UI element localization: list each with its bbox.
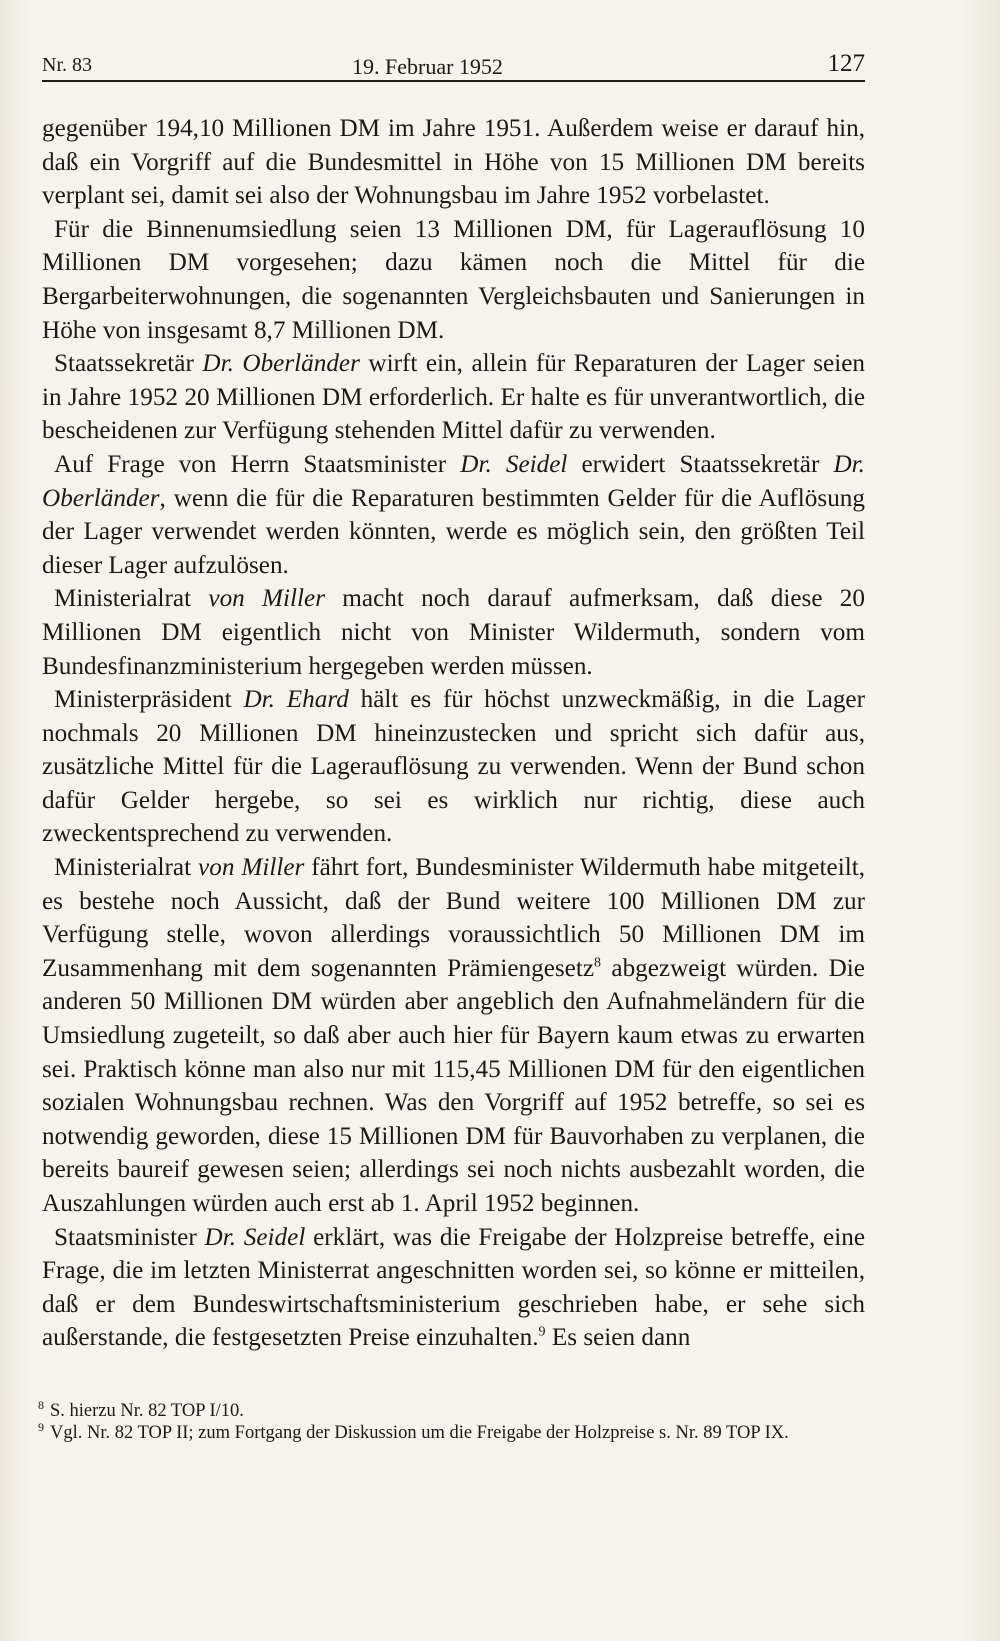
- footnote: [38, 1398, 865, 1422]
- paragraph: [42, 347, 865, 448]
- text-span: wirft ein, allein für Reparaturen der Lager seien in Jahre 1952 20 Millionen DM erforderlich. Er halte es für unverantwortlich, die bescheidenen zur Verfügung stehenden Mittel dafür zu verwenden.: [42, 350, 865, 445]
- footnote-text: S. hierzu Nr. 82 TOP I/10.: [50, 1401, 244, 1421]
- paragraph: [42, 448, 865, 582]
- paragraph: [42, 851, 865, 1221]
- page-number: 127: [827, 50, 865, 77]
- person-name: von Miller: [208, 585, 326, 613]
- footnote-number: 8: [38, 1398, 44, 1412]
- paragraph: [42, 1221, 865, 1355]
- text-span: Für die Binnenumsiedlung seien 13 Millionen DM, für Lagerauflösung 10 Millionen DM vorgesehen; dazu kämen noch die Mittel für die Bergarbeiterwohnungen, die sogenannten Vergleichsbauten und Sanierungen in Höhe von insgesamt 8,7 Millionen DM.: [42, 215, 865, 344]
- document-date: 19. Februar 1952: [352, 54, 503, 79]
- text-span: abgezweigt würden. Die anderen 50 Millionen DM würden aber angeblich den Aufnahmeländern für die Umsiedlung zugeteilt, so daß aber auch hier für Bayern kaum etwas zu erwarten sei. Praktisch könne man also nur mit 115,45 Millionen DM für den eigentlichen sozialen Wohnungsbau rechnen. Was den Vorgriff auf 1952 betreffe, so sei es notwendig geworden, diese 15 Millionen DM für Bauvorhaben zu verplanen, die bereits baureif gewesen seien; allerdings sei noch nichts ausbezahlt worden, die Auszahlungen würden auch erst ab 1. April 1952 beginnen.: [42, 954, 865, 1217]
- paragraph: [42, 112, 865, 213]
- person-name: Dr. Oberländer: [202, 350, 360, 378]
- person-name: von Miller: [198, 854, 305, 882]
- body-text: [42, 112, 865, 1355]
- text-span: macht noch darauf aufmerksam, daß diese 20 Millionen DM eigentlich nicht von Minister Wildermuth, sondern vom Bundesfinanzministerium hergegeben werden müssen.: [42, 585, 865, 680]
- document-number: Nr. 83: [42, 54, 92, 76]
- page-header: [42, 50, 865, 82]
- text-span: Auf Frage von Herrn Staatsminister: [54, 450, 461, 478]
- text-span: Es seien dann: [545, 1324, 691, 1352]
- text-span: Ministerialrat: [54, 585, 209, 613]
- paragraph: [42, 582, 865, 683]
- text-span: erwidert Staatssekretär: [567, 450, 834, 478]
- text-span: Ministerialrat: [54, 854, 199, 882]
- text-span: Staatsminister: [54, 1223, 205, 1251]
- text-span: fährt fort, Bundesminister Wildermuth habe mitgeteilt, es bestehe noch Aussicht, daß der Bund weitere 100 Millionen DM zur Verfügung stelle, wovon allerdings voraussichtlich 50 Millionen DM im Zusammenhang mit dem sogenannten Prämiengesetz: [42, 854, 865, 982]
- footnote-reference: 8: [594, 955, 602, 971]
- footnote: [38, 1420, 865, 1444]
- footnotes: [38, 1398, 865, 1444]
- person-name: Dr. Ehard: [243, 686, 349, 714]
- footnote-text: Vgl. Nr. 82 TOP II; zum Fortgang der Diskussion um die Freigabe der Holzpreise s. Nr. 89 TOP IX.: [50, 1423, 789, 1443]
- person-name: Dr. Seidel: [460, 450, 568, 478]
- paragraph: [42, 213, 865, 347]
- footnote-reference: 9: [538, 1324, 546, 1340]
- footnote-number: 9: [38, 1420, 44, 1434]
- paragraph: [42, 683, 865, 851]
- text-span: erklärt, was die Freigabe der Holzpreise betreffe, eine Frage, die im letzten Ministerrat angeschnitten worden sei, so könne er mitteilen, daß er dem Bundeswirtschaftsministerium geschrieben habe, er sehe sich außerstande, die festgesetzten Preise einzuhalten.: [42, 1223, 865, 1352]
- person-name: Dr. Oberländer: [42, 450, 865, 512]
- text-span: , wenn die für die Reparaturen bestimmten Gelder für die Auflösung der Lager verwendet werden könnten, werde es möglich sein, den größten Teil dieser Lager aufzulösen.: [42, 484, 865, 579]
- text-span: Staatssekretär: [54, 350, 203, 378]
- text-span: hält es für höchst unzweckmäßig, in die Lager nochmals 20 Millionen DM hineinzustecken und spricht sich dafür aus, zusätzliche Mittel für die Lagerauflösung zu verwenden. Wenn der Bund schon dafür Gelder hergebe, so sei es wirklich nur richtig, diese auch zweckentsprechend zu verwenden.: [42, 686, 865, 848]
- text-span: Ministerpräsident: [54, 686, 244, 714]
- text-span: gegenüber 194,10 Millionen DM im Jahre 1951. Außerdem weise er darauf hin, daß ein Vorgriff auf die Bundesmittel in Höhe von 15 Millionen DM bereits verplant sei, damit sei also der Wohnungsbau im Jahre 1952 vorbelastet.: [42, 115, 865, 210]
- person-name: Dr. Seidel: [204, 1223, 306, 1251]
